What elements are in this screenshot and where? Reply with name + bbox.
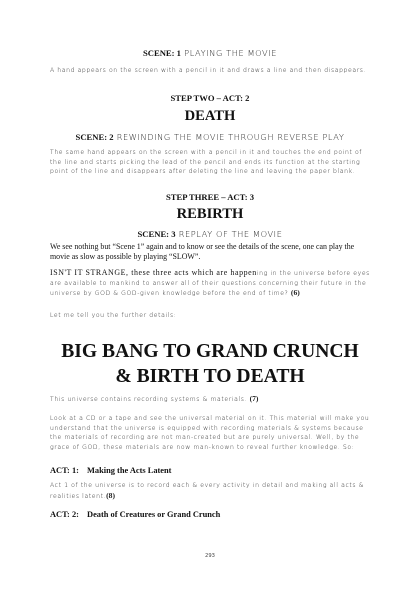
isnt-it-strange-lead: ISN'T IT STRANGE, these three acts which are happen (50, 268, 257, 277)
scene-3-heading (50, 229, 370, 239)
further-details-text: Let me tell you the further details: (50, 312, 177, 319)
scene-3-label: SCENE: 3 (137, 229, 176, 239)
big-bang-heading (40, 339, 380, 389)
reference-6: (6) (290, 288, 300, 298)
scene-3-text: We see nothing but “Scene 1” again and to know or see the details of the scene, one can play the movie as slow as possible by playing “SLOW”. (50, 242, 355, 261)
big-bang-heading-line-2: & BIRTH TO DEATH (115, 366, 305, 387)
page-number: 293 (205, 553, 215, 559)
act-1-paragraph (50, 481, 370, 501)
scene-2-title: REWINDING THE MOVIE THROUGH REVERSE PLAY (116, 132, 345, 142)
scene-1-label: SCENE: 1 (143, 48, 181, 58)
big-bang-heading-line-1: BIG BANG TO GRAND CRUNCH (61, 341, 359, 362)
act-1-label: ACT: 1: (50, 466, 79, 475)
scene-3-title: REPLAY OF THE MOVIE (178, 229, 283, 239)
isnt-it-strange-rest: ing in the universe before eyes are available to mankind to answer all of their questions concerning their future in the universe by GOD & GOD-given knowledge before the end of time? (50, 270, 370, 298)
death-title: DEATH (184, 108, 236, 124)
scene-2-heading (50, 132, 370, 142)
rebirth-title: REBIRTH (176, 206, 244, 222)
reference-7: (7) (249, 394, 259, 403)
act-2-label: ACT: 2: (50, 510, 79, 519)
act-1-title: Making the Acts Latent (87, 466, 172, 475)
step-two-heading: STEP TWO – ACT: 2 (170, 93, 250, 103)
scene-1-text: A hand appears on the screen with a pencil in it and draws a line and then disappears. (50, 67, 367, 74)
scene-2-label: SCENE: 2 (75, 132, 114, 142)
act-1-heading (50, 466, 370, 475)
recording-paragraph (50, 394, 370, 405)
isnt-it-strange-paragraph (50, 268, 370, 299)
act-2-title: Death of Creatures or Grand Crunch (87, 510, 221, 519)
act-1-text: Act 1 of the universe is to record each & every activity in detail and making all acts & realities latent. (50, 482, 365, 500)
scene-1-title: PLAYING THE MOVIE (184, 48, 277, 58)
scene-1-heading (50, 48, 370, 58)
step-three-heading: STEP THREE – ACT: 3 (165, 192, 255, 202)
cd-paragraph: Look at a CD or a tape and see the universal material on it. This material will make you understand that the universe is equipped with recording materials & systems because the materials of recording are not man-created but are purely universal. Well, by the grace of GOD, these materials are now man-known to reveal further knowledge. So: (50, 415, 370, 451)
reference-8: (8) (106, 490, 115, 500)
recording-text: This universe contains recording systems & materials. (50, 396, 248, 403)
scene-2-text: The same hand appears on the screen with a pencil in it and touches the end point of the line and starts picking the lead of the pencil and ends its function at the starting point of the line and disappears after deleting the line and leaving the paper blank. (50, 149, 363, 176)
act-2-heading (50, 510, 370, 519)
